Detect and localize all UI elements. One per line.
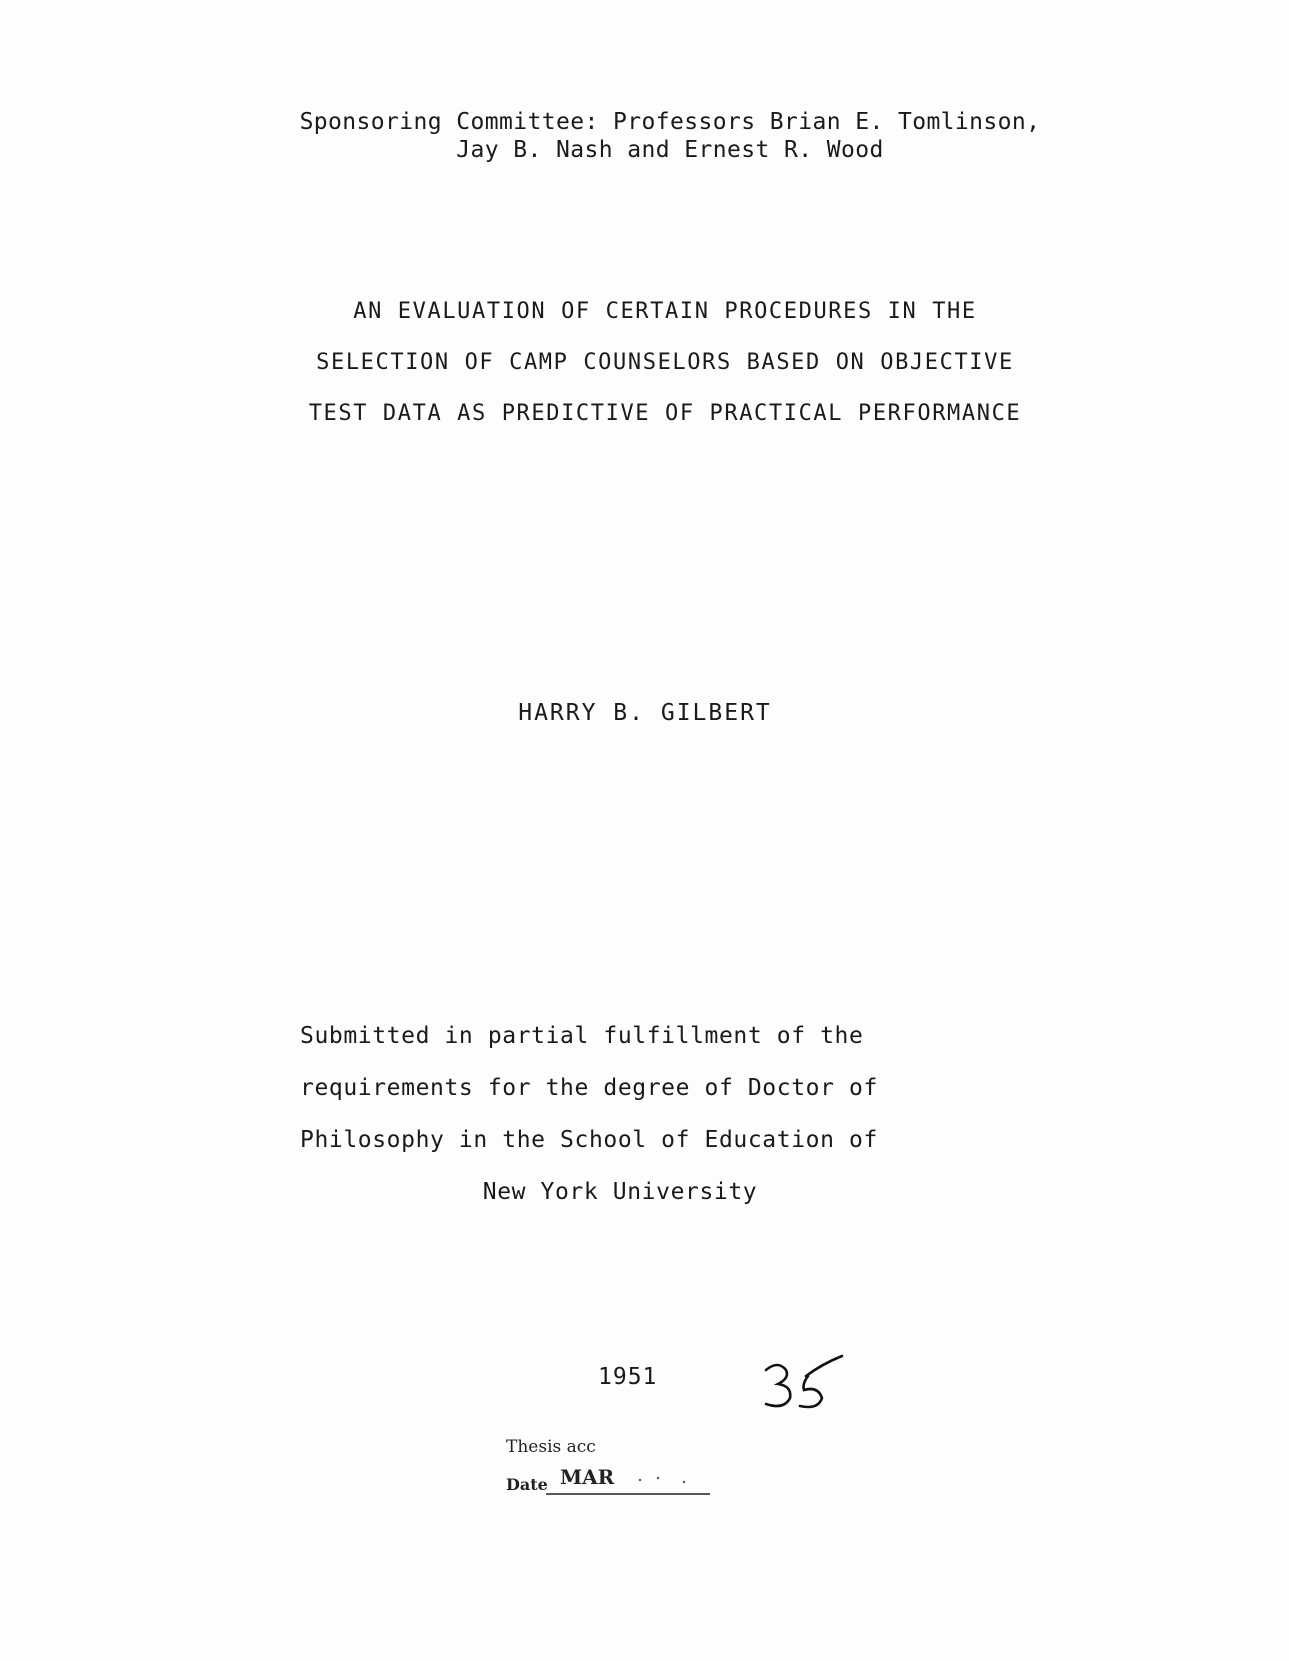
handwritten-number (756, 1348, 846, 1418)
committee-line-2: Jay B. Nash and Ernest R. Wood (456, 137, 884, 163)
title-line-3: TEST DATA AS PREDICTIVE OF PRACTICAL PERFORMANCE (308, 401, 1022, 426)
committee-line-1: Sponsoring Committee: Professors Brian E. Tomlinson, (299, 109, 1041, 135)
submission-line-4: New York University (482, 1179, 758, 1205)
stamp-line-1: Thesis acc (506, 1437, 596, 1457)
title-line-2: SELECTION OF CAMP COUNSELORS BASED ON OBJECTIVE (316, 350, 1014, 375)
author-name: HARRY B. GILBERT (518, 700, 772, 726)
stamp-line-2: Date (506, 1475, 548, 1494)
title-line-1: AN EVALUATION OF CERTAIN PROCEDURES IN THE (353, 299, 977, 324)
submission-line-2: requirements for the degree of Doctor of (300, 1075, 878, 1101)
sponsoring-committee (230, 108, 1110, 164)
thesis-title (240, 286, 1090, 439)
submission-line-3: Philosophy in the School of Education of (300, 1127, 878, 1153)
submission-statement (300, 1010, 980, 1218)
year: 1951 (598, 1364, 658, 1390)
acceptance-stamp (500, 1428, 780, 1508)
stamp-date-partial: MAR (560, 1465, 615, 1489)
submission-line-1: Submitted in partial fulfillment of the (300, 1023, 864, 1049)
